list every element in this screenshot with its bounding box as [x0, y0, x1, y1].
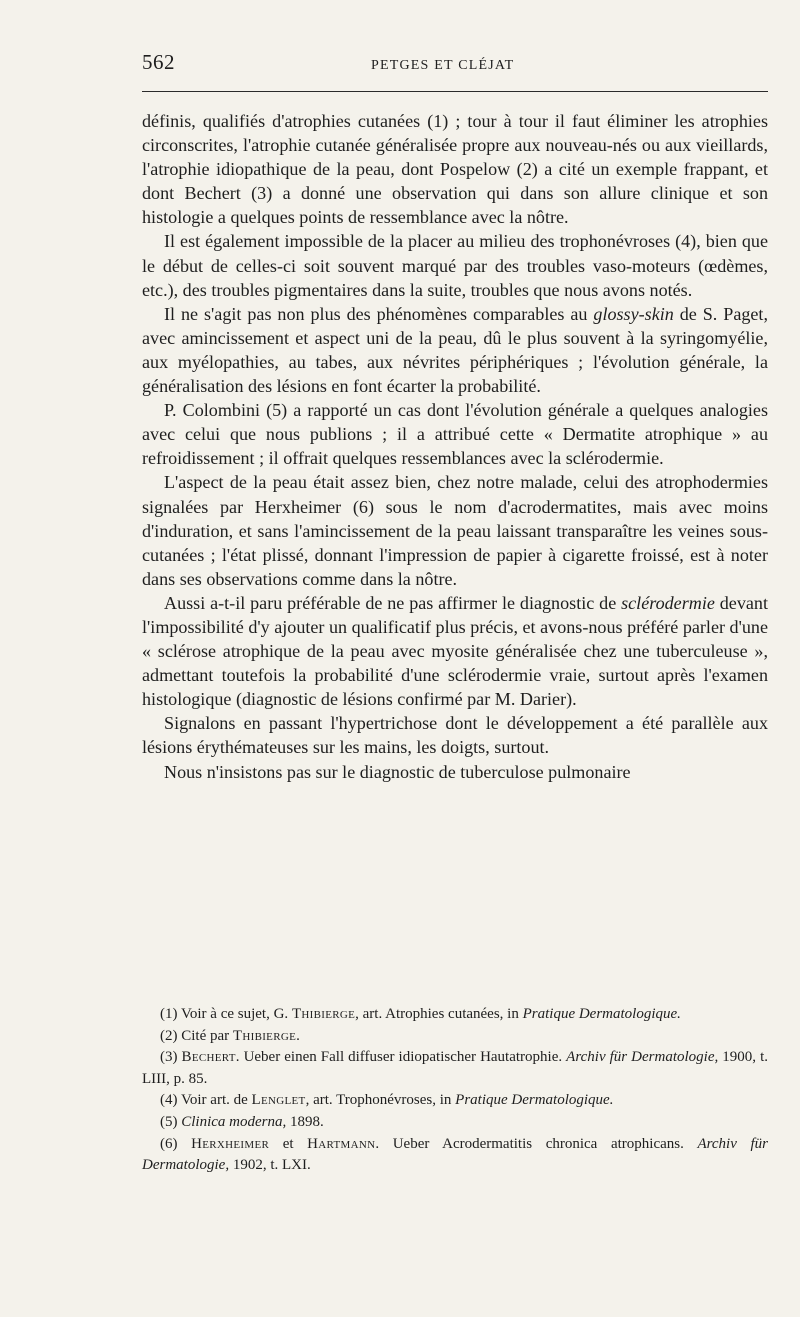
footnote-4-text-a: Voir art. de [180, 1092, 252, 1109]
footnote-3-journal: Archiv für Dermatologie, [566, 1049, 719, 1066]
paragraph-5: L'aspect de la peau était assez bien, chez notre malade, celui des atrophodermies signalées par Herxheimer (6) sous le nom d'acrodermatites, mais avec moins d'induration, et sans l'amincissement de la peau laissant transparaître les veines sous-cutanées ; l'état plissé, donnant l'impression de papier à cigarette froissé, est à noter dans ses observations comme dans la nôtre. [142, 472, 768, 589]
footnote-6-citation: 1902, t. LXI. [229, 1157, 311, 1174]
header-rule [142, 91, 768, 92]
footnote-2-author: Thibierge. [232, 1027, 301, 1044]
footnote-6-number: (6) [160, 1135, 178, 1152]
footnote-6-text: . Ueber Acrodermatitis chronica atrophicans. [375, 1135, 698, 1152]
footnote-4-number: (4) [160, 1092, 178, 1109]
footnote-3-citation: 1900, t. LIII, p. 85. [142, 1049, 768, 1087]
paragraph-6-text-b: devant l'impossibilité d'y ajouter un qualificatif plus précis, et avons-nous préféré parler d'une « sclérose atrophique de la peau avec myosite généralisée chez une tuberculeuse », admettant toutefois la probabilité d'une sclérodermie vraie, surtout après l'examen histologique (diagnostic de lésions confirmé par M. Darier). [142, 592, 768, 710]
paragraph-6-text-a: Aussi a-t-il paru préférable de ne pas affirmer le diagnostic de [164, 592, 622, 613]
paragraph-3-text-b: de S. Paget, avec amincissement et aspect uni de la peau, dû le plus souvent à la syringomyélie, aux myélopathies, au tabes, aux névrites périphériques ; l'évolution générale, la généralisation des lésions en font écarter la probabilité. [142, 303, 768, 397]
paragraph-8: Nous n'insistons pas sur le diagnostic de tuberculose pulmonaire [164, 761, 631, 782]
paragraph-3-italic: glossy-skin [593, 303, 674, 324]
footnote-6-author-2: Hartmann [307, 1135, 376, 1152]
paragraph-4: P. Colombini (5) a rapporté un cas dont l'évolution générale a quelques analogies avec celui que nous publions ; il a attribué cette « Dermatite atrophique » au refroidissement ; il offrait quelques ressemblances avec la sclérodermie. [142, 400, 768, 469]
footnote-3 [142, 1047, 768, 1090]
footnote-4 [142, 1090, 768, 1112]
running-head: PETGES ET CLÉJAT [371, 58, 515, 73]
paragraph-6-italic: sclérodermie [621, 592, 715, 613]
footnote-6 [142, 1134, 768, 1177]
footnote-6-journal: Archiv für Dermatologie, [142, 1135, 768, 1174]
footnote-2-number: (2) [160, 1027, 178, 1044]
paragraph-1: définis, qualifiés d'atrophies cutanées (1) ; tour à tour il faut éliminer les atrophies circonscrites, l'atrophie cutanée généralisée propre aux nouveau-nés ou aux vieillards, l'atrophie idiopathique de la peau, dont Pospelow (2) a cité un exemple frappant, et dont Bechert (3) a donné une observation qui dans son allure clinique et son histologie a quelques points de ressemblance avec la nôtre. [142, 111, 768, 228]
footnote-4-text-b: , art. Trophonévroses, in [305, 1092, 456, 1109]
footnote-5-journal: Clinica moderna, [181, 1113, 287, 1130]
paragraph-6 [142, 591, 768, 711]
footnote-1-author: Thibierge [291, 1006, 356, 1022]
footnote-5-number: (5) [160, 1113, 178, 1130]
footnote-1-number: (1) [160, 1006, 178, 1022]
footnote-2-text-a: Cité par [181, 1027, 233, 1044]
body-text [142, 109, 768, 784]
footnote-2 [142, 1026, 768, 1048]
footnote-6-author-1: Herxheimer [191, 1135, 270, 1152]
paragraph-3 [142, 302, 768, 398]
footnote-1-text-b: , art. Atrophies cutanées, in [355, 1006, 523, 1022]
footnote-1 [142, 1004, 768, 1026]
paragraph-3-text-a: Il ne s'agit pas non plus des phénomènes comparables au [164, 303, 594, 324]
footnote-1-text-a: Voir à ce sujet, G. [180, 1006, 292, 1022]
footnote-5-citation: 1898. [286, 1113, 324, 1130]
footnote-3-number: (3) [160, 1049, 178, 1066]
paragraph-2: Il est également impossible de la placer au milieu des trophonévroses (4), bien que le début de celles-ci soit souvent marqué par des troubles vaso-moteurs (œdèmes, etc.), des troubles pigmentaires dans la suite, troubles que nous avons notés. [142, 231, 768, 300]
footnote-1-title: Pratique Dermatologique. [522, 1006, 681, 1022]
footnote-5 [142, 1112, 768, 1134]
footnote-4-author: Lenglet [251, 1092, 306, 1109]
footnote-4-title: Pratique Dermatologique. [455, 1092, 614, 1109]
page-header [142, 50, 768, 82]
footnote-3-text-b: . Ueber einen Fall diffuser idiopatischer Hautatrophie. [235, 1049, 567, 1066]
page-number: 562 [142, 50, 175, 74]
footnote-3-author: Bechert [181, 1049, 236, 1066]
footnote-6-conjunction: et [269, 1135, 308, 1152]
paragraph-7: Signalons en passant l'hypertrichose dont le développement a été parallèle aux lésions érythémateuses sur les mains, les doigts, surtout. [142, 713, 768, 758]
footnotes [142, 1004, 768, 1177]
